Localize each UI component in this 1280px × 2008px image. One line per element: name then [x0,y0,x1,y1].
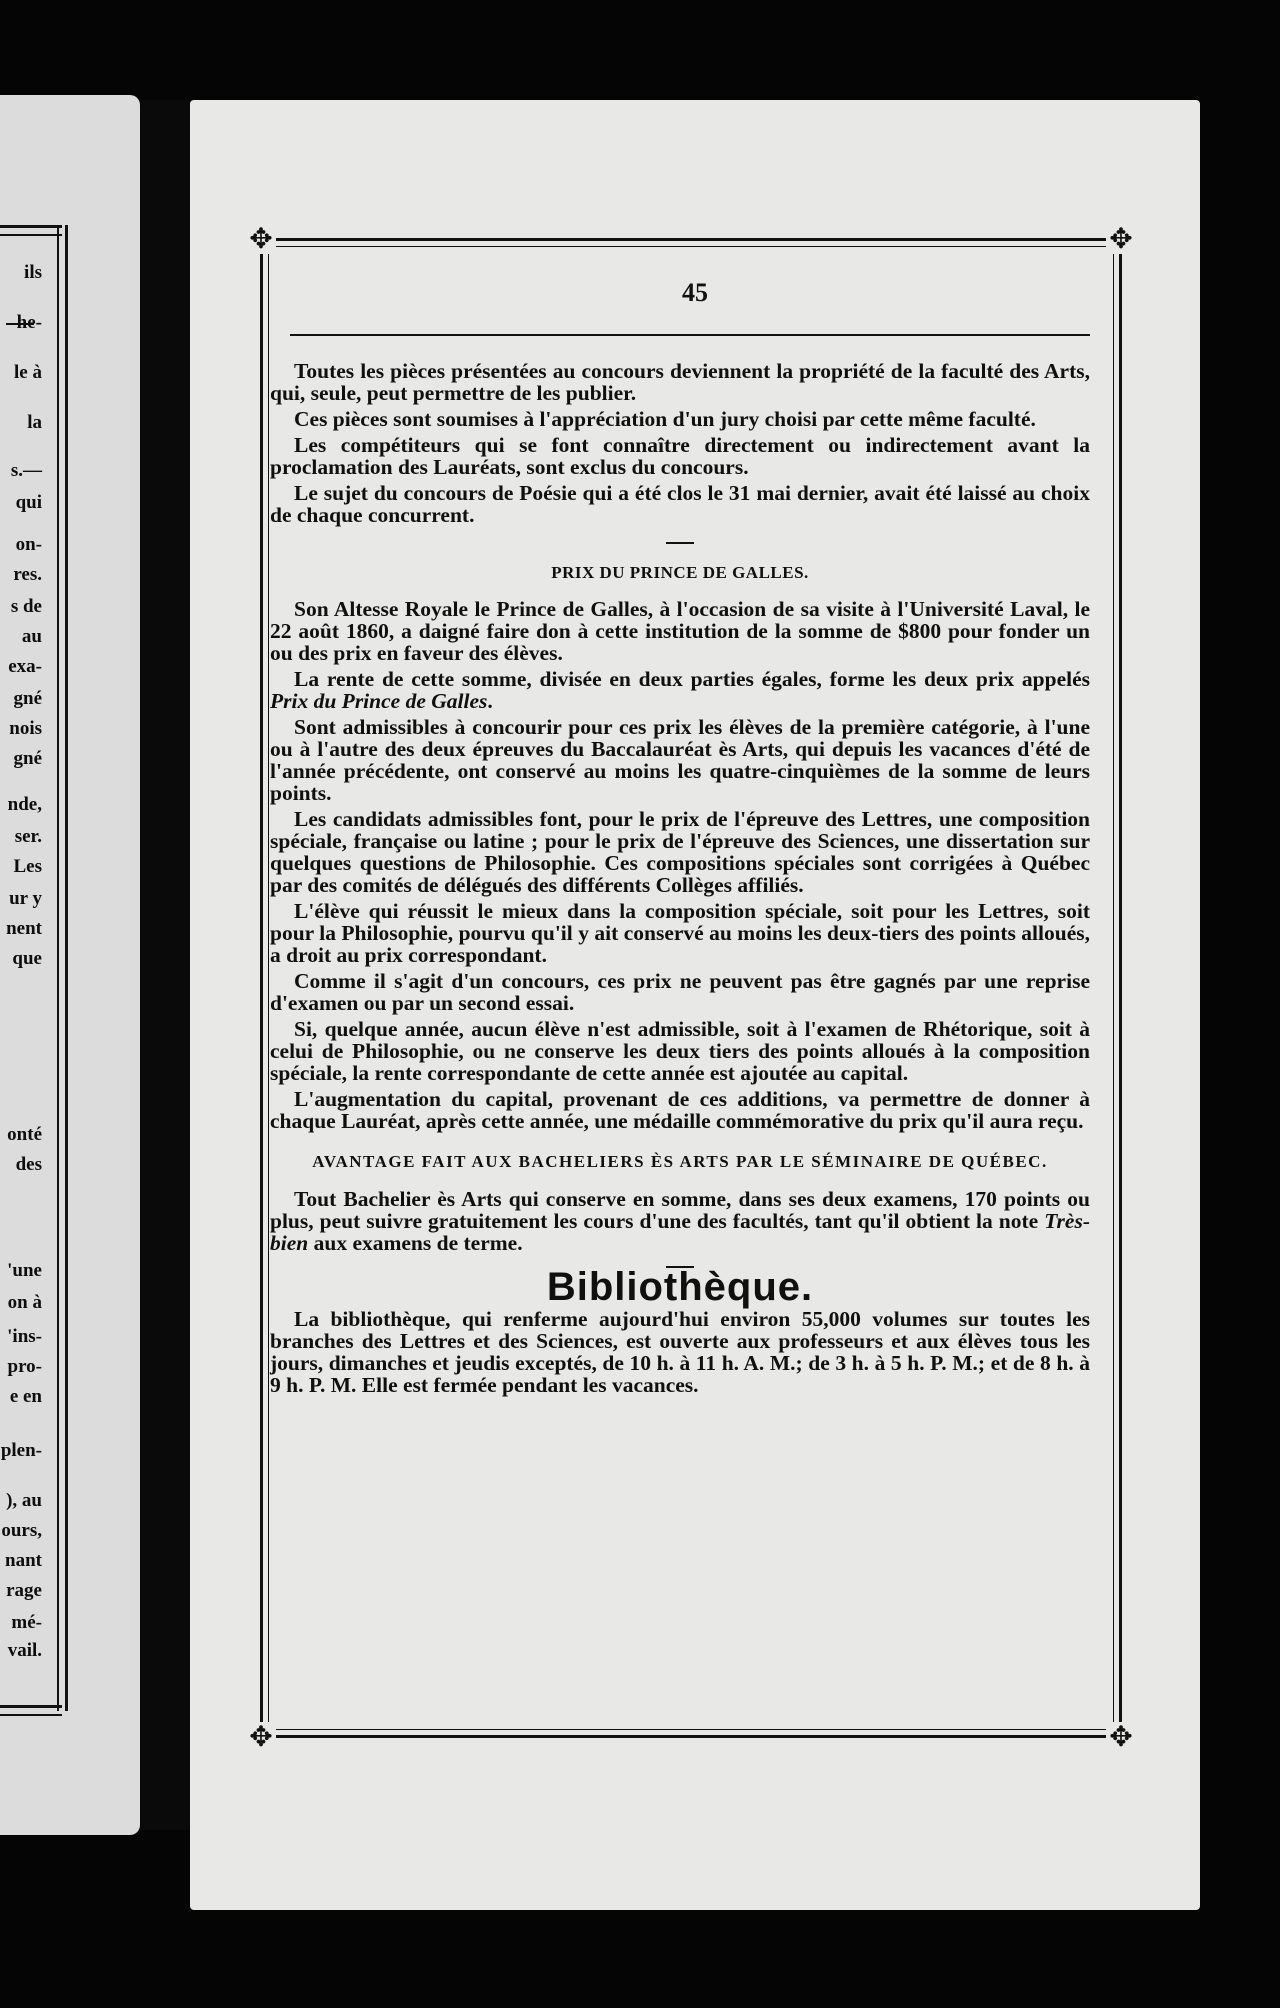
avantage-text: Tout Bachelier ès Arts qui conserve en somme, dans ses deux examens, 170 points ou plus, peut suivre gratuitement les cours d'une des facultés, tant qu'il obtient la note [270,1187,1090,1233]
left-page-word: on- [15,534,42,555]
left-frame-side-border [57,225,68,1711]
left-page-word: e en [9,1386,42,1407]
left-page-word: ser. [14,826,42,847]
left-page-word: s de [10,596,42,617]
paragraph: Sont admissibles à concourir pour ces prix les élèves de la première catégorie, à l'une ou à l'autre des deux épreuves du Baccalauréat ès Arts, qui depuis les vacances d'été de l'année précédente, ont conservé au moins les quatre-cinquièmes de la somme de leurs points. [270,715,1090,805]
page-content [270,360,1090,1400]
left-page-word: nant [5,1550,42,1571]
paragraph: Les compétiteurs qui se font connaître directement ou indirectement avant la proclamation des Lauréats, sont exclus du concours. [270,433,1090,479]
rente-text-end: . [487,689,493,713]
corner-ornament-icon: ✥ [1106,224,1136,254]
corner-ornament-icon: ✥ [246,224,276,254]
corner-ornament-icon: ✥ [246,1722,276,1752]
paragraph: Comme il s'agit d'un concours, ces prix ne peuvent pas être gagnés par une reprise d'examen ou par un second essai. [270,969,1090,1015]
avantage-text-end: aux examens de terme. [308,1231,523,1255]
paragraph: Son Altesse Royale le Prince de Galles, à l'occasion de sa visite à l'Université Laval, le 22 août 1860, a daigné faire don à cette institution de la somme de $800 pour fonder un ou des prix en faveur des élèves. [270,597,1090,665]
left-page-word: nois [9,718,42,739]
book-gutter [140,100,192,1830]
paragraph: L'augmentation du capital, provenant de ces additions, va permettre de donner à chaque Lauréat, après cette année, une médaille commémorative du prix qu'il aura reçu. [270,1087,1090,1133]
left-page-fragment [0,95,140,1835]
paragraph: Toutes les pièces présentées au concours deviennent la propriété de la faculté des Arts, qui, seule, peut permettre de les publier. [270,359,1090,405]
left-page-word: on à [7,1292,42,1313]
section-separator [666,542,694,544]
left-page-word: gné [13,748,42,769]
left-page-word: ), au [6,1490,42,1511]
left-page-word: nde, [7,794,42,815]
left-page-word: ur y [9,888,42,909]
section-title-prix-prince: PRIX DU PRINCE DE GALLES. [551,563,809,582]
paragraph: Le sujet du concours de Poésie qui a été clos le 31 mai dernier, avait été laissé au choix de chaque concurrent. [270,481,1090,527]
header-rule [290,334,1090,336]
left-page-word: des [15,1154,42,1175]
paragraph: Ces pièces sont soumises à l'appréciation d'un jury choisi par cette même faculté. [294,407,1036,431]
paragraph: L'élève qui réussit le mieux dans la composition spéciale, soit pour les Lettres, soit pour la Philosophie, pourvu qu'il y ait conservé au moins les deux-tiers des points alloués, a droit au prix correspondant. [270,899,1090,967]
left-page-word: au [21,626,42,647]
left-page-word: ours, [1,1520,42,1541]
section-title-bibliotheque: Bibliothèque. [546,1265,814,1309]
paragraph-rente [270,668,1090,712]
rente-text: La rente de cette somme, divisée en deux parties égales, forme les deux prix appelés [294,667,1090,691]
left-page-word: onté [7,1124,42,1145]
left-page-word: res. [13,564,42,585]
left-page-word: nent [6,918,42,939]
corner-ornament-icon: ✥ [1106,1722,1136,1752]
paragraph: Si, quelque année, aucun élève n'est admissible, soit à l'examen de Rhétorique, soit à celui de Philosophie, ou ne conserve les deux tiers des points alloués à la composition spéciale, la rente correspondante de cette année est ajoutée au capital. [270,1017,1090,1085]
left-page-word: la [27,412,42,433]
paragraph-avantage [270,1188,1090,1254]
left-page-word: pro- [7,1356,42,1377]
left-page-word: qui [15,492,42,513]
left-frame-top-border [0,225,62,236]
left-page-word: 'une [7,1260,42,1281]
left-page-word: gné [13,688,42,709]
left-page-word: exa- [8,656,42,677]
note-italic: Très-bien [270,1209,1090,1255]
left-page-word: plen- [0,1440,42,1461]
section-title-avantage: AVANTAGE FAIT AUX BACHELIERS ÈS ARTS PAR LE SÉMINAIRE DE QUÉBEC. [312,1152,1048,1171]
paragraph: Les candidats admissibles font, pour le prix de l'épreuve des Lettres, une composition spéciale, française ou latine ; pour le prix de l'épreuve des Sciences, une dissertation sur quelques questions de Philosophie. Ces compositions spéciales sont corrigées à Québec par des comités de délégués des différents Collèges affiliés. [270,807,1090,897]
page-number: 45 [682,278,708,307]
left-page-word: vail. [7,1640,42,1661]
left-page-word: rage [6,1580,42,1601]
left-page-word: que [12,948,42,969]
left-page-word: 'ins- [7,1326,42,1347]
left-frame-bottom-border [0,1705,62,1716]
left-page-word: he- [16,312,42,333]
prix-name-italic: Prix du Prince de Galles [270,689,488,713]
paragraph: La bibliothèque, qui renferme aujourd'hui environ 55,000 volumes sur toutes les branches des Lettres et des Sciences, est ouverte aux professeurs et aux élèves tous les jours, dimanches et jeudis exceptés, de 10 h. à 11 h. A. M.; de 3 h. à 5 h. P. M.; et de 8 h. à 9 h. P. M. Elle est fermée pendant les vacances. [270,1307,1090,1397]
left-page-word: mé- [11,1612,42,1633]
left-page-word: Les [13,856,42,877]
left-page-word: le à [14,362,42,383]
left-page-word: s.— [10,460,42,481]
left-page-word: ils [24,262,42,283]
